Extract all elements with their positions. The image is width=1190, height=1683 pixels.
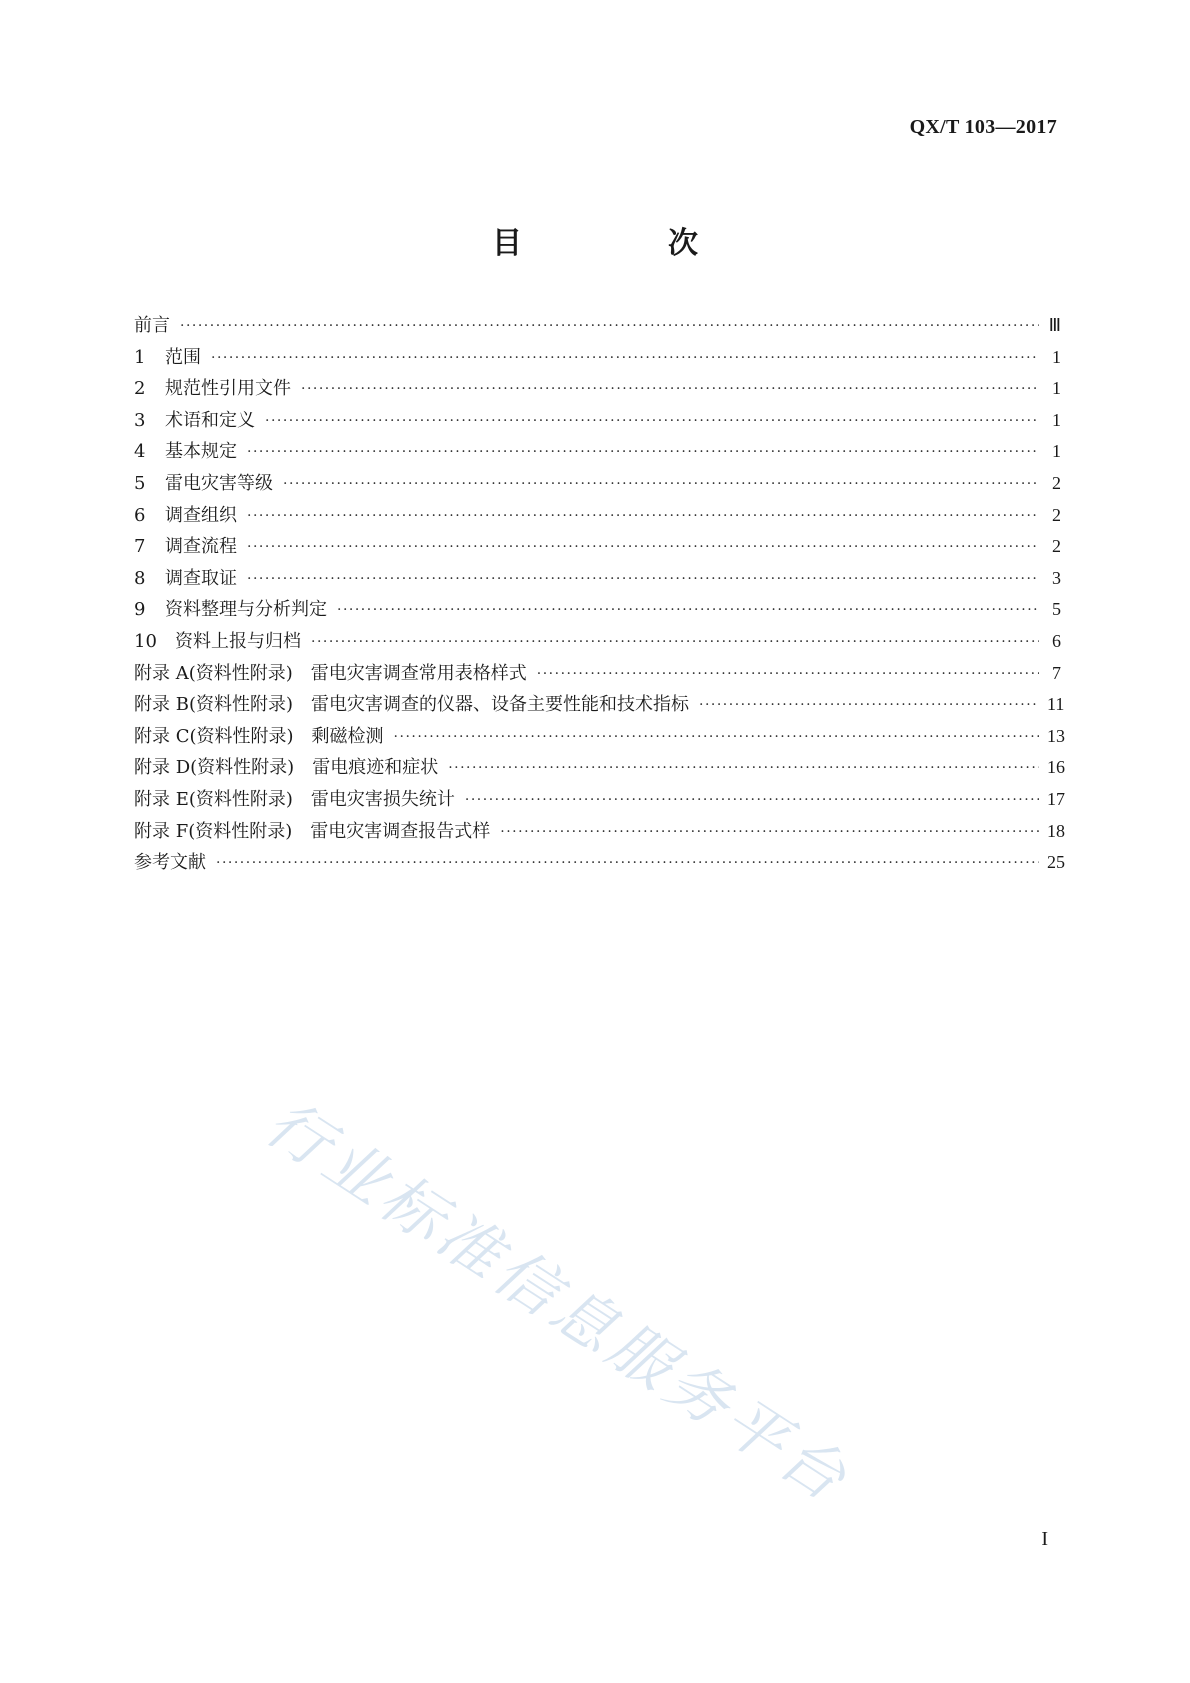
toc-entry [134,310,1061,342]
toc-entry [134,816,1065,848]
toc-entry-number: 6 [134,504,146,526]
toc-entry-text [134,468,283,500]
toc-entry [134,531,1061,563]
toc-entry-page: 11 [1047,694,1065,715]
toc-entry-text [134,784,465,816]
toc-entry [134,342,1061,374]
toc-entry-text [134,689,699,721]
toc-entry [134,500,1061,532]
toc-entry-text [134,405,265,437]
toc-entry-label: 附录 A(资料性附录) 雷电灾害调查常用表格样式 [134,662,527,684]
toc-dot-leader [247,564,1039,596]
toc-entry-text [134,658,537,690]
toc-entry-page: 5 [1052,599,1061,620]
toc-entry-text [134,500,247,532]
toc-entry-number: 4 [134,441,146,463]
toc-entry-page: 1 [1052,409,1061,430]
toc-entry-text [134,342,211,374]
toc-entry [134,373,1061,405]
toc-entry-text [134,626,311,658]
toc-entry-number: 3 [134,409,146,431]
toc-dot-leader [500,817,1039,849]
toc-entry [134,847,1065,879]
toc-entry [134,468,1061,500]
toc-dot-leader [216,848,1039,880]
toc-entry-page: 25 [1047,852,1065,873]
toc-entry-page: 2 [1052,536,1061,557]
toc-entry-label: 资料整理与分析判定 [165,599,327,621]
toc-entry-label: 基本规定 [165,441,237,463]
toc-dot-leader [448,753,1039,785]
toc-entry [134,594,1061,626]
toc-entry-text [134,373,301,405]
toc-entry-label: 附录 D(资料性附录) 雷电痕迹和症状 [134,757,439,779]
toc-entry-text [134,721,394,753]
table-of-contents [134,310,1065,879]
toc-dot-leader [247,532,1039,564]
toc-dot-leader [283,469,1039,501]
toc-entry [134,405,1061,437]
toc-entry-text [134,310,180,342]
toc-entry-text [134,816,500,848]
toc-entry-page: 16 [1047,757,1065,778]
toc-entry-text [134,752,448,784]
toc-entry-number: 2 [134,378,146,400]
toc-entry-label: 调查取证 [165,567,237,589]
toc-dot-leader [337,595,1039,627]
toc-entry-text [134,594,337,626]
toc-entry-page: 1 [1052,346,1061,367]
toc-entry [134,563,1061,595]
toc-entry-number: 7 [134,536,146,558]
toc-entry-label: 术语和定义 [165,409,255,431]
toc-entry-number: 8 [134,567,146,589]
toc-entry-label: 附录 C(资料性附录) 剩磁检测 [134,725,384,747]
toc-entry-page: 13 [1047,725,1065,746]
toc-entry-number: 1 [134,346,146,368]
toc-entry-label: 调查流程 [165,536,237,558]
toc-dot-leader [211,343,1039,375]
toc-entry [134,784,1065,816]
toc-dot-leader [180,311,1039,343]
toc-entry-label: 附录 F(资料性附录) 雷电灾害调查报告式样 [134,820,491,842]
toc-entry-page: 1 [1052,441,1061,462]
toc-entry-page: 3 [1052,567,1061,588]
toc-entry-text [134,531,247,563]
toc-dot-leader [301,374,1039,406]
toc-entry [134,658,1061,690]
toc-entry-page: 2 [1052,504,1061,525]
toc-entry-page: Ⅲ [1048,315,1061,335]
watermark: 行业标准信息服务平台 [253,1085,864,1518]
toc-entry-label: 雷电灾害等级 [165,472,273,494]
toc-dot-leader [247,437,1039,469]
toc-entry-label: 范围 [165,346,201,368]
toc-entry [134,436,1061,468]
toc-entry-number: 10 [134,630,157,652]
toc-entry-label: 资料上报与归档 [175,630,301,652]
toc-dot-leader [394,722,1039,754]
toc-entry-text [134,436,247,468]
toc-entry-page: 2 [1052,472,1061,493]
toc-dot-leader [311,627,1039,659]
toc-entry-page: 1 [1052,378,1061,399]
toc-entry-text [134,847,216,879]
toc-entry-number: 9 [134,599,146,621]
toc-entry-label: 前言 [134,315,170,336]
toc-dot-leader [247,501,1039,533]
toc-entry [134,721,1065,753]
toc-dot-leader [537,659,1039,691]
toc-entry-page: 6 [1052,630,1061,651]
toc-entry-label: 参考文献 [134,852,206,874]
page-title: 目 次 [492,226,756,261]
toc-entry-label: 调查组织 [165,504,237,526]
toc-dot-leader [699,690,1039,722]
toc-dot-leader [465,785,1039,817]
toc-entry-page: 7 [1052,662,1061,683]
toc-entry-page: 18 [1047,820,1065,841]
toc-entry-text [134,563,247,595]
toc-entry [134,689,1065,721]
toc-entry-number: 5 [134,472,146,494]
toc-entry-label: 规范性引用文件 [165,378,291,400]
toc-entry [134,626,1061,658]
toc-dot-leader [265,406,1039,438]
toc-entry [134,752,1065,784]
page-number: I [1041,1528,1048,1550]
document-code: QX/T 103—2017 [909,116,1057,138]
toc-entry-label: 附录 B(资料性附录) 雷电灾害调查的仪器、设备主要性能和技术指标 [134,694,689,716]
toc-entry-page: 17 [1047,788,1065,809]
toc-entry-label: 附录 E(资料性附录) 雷电灾害损失统计 [134,788,455,810]
